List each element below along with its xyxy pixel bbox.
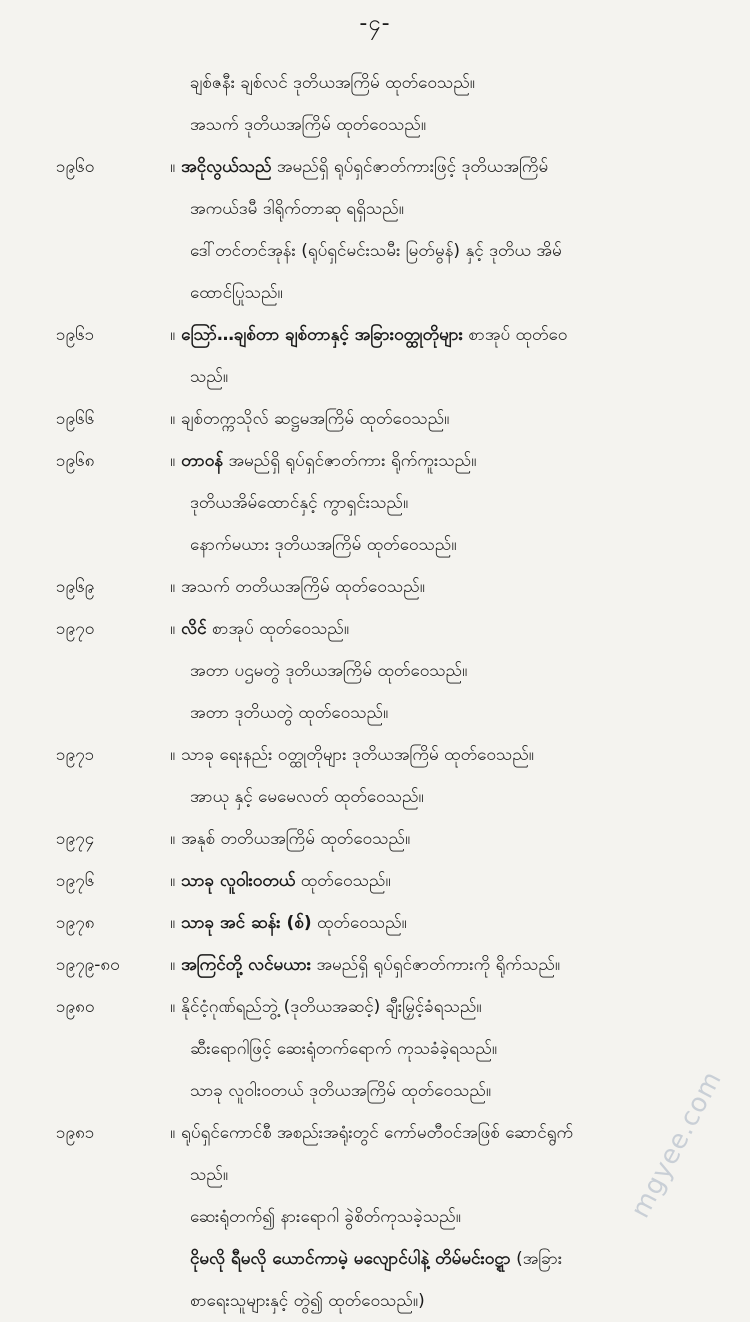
entry-year: ၁၉၈၁ (56, 1123, 95, 1143)
chronology-entry (0, 146, 750, 314)
entry-year: ၁၉၇၄ (56, 829, 95, 849)
section-mark: ။ (170, 955, 176, 975)
line-text: အတာ ဒုတိယတွဲ ထုတ်ဝေသည်။ (190, 703, 389, 723)
entry-line (170, 818, 730, 860)
section-mark: ။ (170, 913, 176, 933)
line-text: အမည်ရှိ ရုပ်ရှင်ဇာတ်ကားကို ရိုက်သည်။ (311, 955, 561, 975)
line-text: နိုင်ငံ့ဂုဏ်ရည်ဘွဲ့ (ဒုတိယအဆင့်) ချီးမြှင့်ခံရသည်။ (181, 997, 482, 1017)
entry-line (170, 566, 730, 608)
chronology-entry (0, 314, 750, 398)
entry-year: ၁၉၇၈ (56, 913, 95, 933)
section-mark: ။ (170, 871, 176, 891)
line-text: အမည်ရှိ ရုပ်ရှင်ဇာတ်ကား ရိုက်ကူးသည်။ (223, 451, 477, 471)
section-mark: ။ (170, 157, 176, 177)
entry-line (170, 146, 730, 188)
chronology-entry (0, 986, 750, 1112)
section-mark: ။ (170, 409, 176, 429)
line-text: ဒေါ်တင်တင်အုန်း (ရုပ်ရှင်မင်းသမီး မြတ်မွန်) နှင့် ဒုတိယ အိမ် (190, 241, 562, 261)
section-mark: ။ (170, 325, 176, 345)
chronology-entry (0, 734, 750, 818)
chronology-entry (0, 566, 750, 608)
chronology-entry (0, 902, 750, 944)
entry-line (190, 272, 730, 314)
chronology-entry (0, 1112, 750, 1322)
entry-year: ၁၉၇၁ (56, 745, 95, 765)
entry-line (170, 902, 730, 944)
section-mark: ။ (170, 451, 176, 471)
line-text: သည်။ (190, 367, 229, 387)
bold-title: တာဝန် (181, 451, 224, 471)
bold-title: သာခု လူဝါးဝတယ် (181, 871, 296, 891)
chronology-entry (0, 62, 750, 146)
line-text: သာခု လူဝါးဝတယ် ဒုတိယအကြိမ် ထုတ်ဝေသည်။ (190, 1081, 492, 1101)
section-mark: ။ (170, 829, 176, 849)
entry-line (190, 482, 730, 524)
line-text: ဒုတိယအိမ်ထောင်နှင့် ကွာရှင်းသည်။ (190, 493, 409, 513)
chronology-entry (0, 398, 750, 440)
page-number: -၄- (359, 11, 391, 36)
section-mark: ။ (170, 1123, 176, 1143)
entry-line (190, 104, 730, 146)
line-text: အကယ်ဒမီ ဒါရိုက်တာဆု ရရှိသည်။ (190, 199, 404, 219)
entry-year: ၁၉၆၁ (56, 325, 95, 345)
line-text: ထုတ်ဝေသည်။ (295, 871, 391, 891)
line-text: ချစ်တက္ကသိုလ် ဆဋ္ဌမအကြိမ် ထုတ်ဝေသည်။ (181, 409, 450, 429)
line-text: အာယု နှင့် မေမေလတ် ထုတ်ဝေသည်။ (190, 787, 424, 807)
bold-title: သာခု အင် ဆန်း (စ်) (181, 913, 312, 933)
entry-line (190, 524, 730, 566)
line-text: စာအုပ် ထုတ်ဝေ (462, 325, 568, 345)
entry-line (170, 314, 730, 356)
section-mark: ။ (170, 577, 176, 597)
entry-line (190, 1070, 730, 1112)
entry-line (170, 440, 730, 482)
bold-title: လိင် (181, 619, 207, 639)
entry-line (190, 692, 730, 734)
section-mark: ။ (170, 745, 176, 765)
entry-line (190, 188, 730, 230)
line-text: အသက် ဒုတိယအကြိမ် ထုတ်ဝေသည်။ (190, 115, 426, 135)
entry-year: ၁၉၇၀ (56, 619, 95, 639)
bold-title: အငိုလွယ်သည် (181, 157, 272, 177)
chronology-entry (0, 860, 750, 902)
line-text: (အခြား (510, 1249, 563, 1269)
entry-year: ၁၉၈၀ (56, 997, 95, 1017)
chronology-list (0, 62, 750, 1322)
chronology-entry (0, 818, 750, 860)
line-text: ထောင်ပြုသည်။ (190, 283, 283, 303)
line-text: ရုပ်ရှင်ကောင်စီ အစည်းအရုံးတွင် ကော်မတီဝင်အဖြစ် ဆောင်ရွက် (181, 1123, 574, 1143)
entry-year: ၁၉၇၆ (56, 871, 95, 891)
line-text: နောက်မယား ဒုတိယအကြိမ် ထုတ်ဝေသည်။ (190, 535, 457, 555)
bold-title: အကြင်တို့ လင်မယား (181, 955, 312, 975)
entry-year: ၁၉၆၆ (56, 409, 95, 429)
line-text: အတာ ပဌမတွဲ ဒုတိယအကြိမ် ထုတ်ဝေသည်။ (190, 661, 468, 681)
entry-line (170, 860, 730, 902)
line-text: သည်။ (190, 1165, 229, 1185)
entry-year: ၁၉၆၉ (56, 577, 95, 597)
line-text: အနုစ် တတိယအကြိမ် ထုတ်ဝေသည်။ (181, 829, 411, 849)
entry-year: ၁၉၆၈ (56, 451, 95, 471)
entry-line (190, 356, 730, 398)
line-text: အမည်ရှိ ရုပ်ရှင်ဇာတ်ကားဖြင့် ဒုတိယအကြိမ် (271, 157, 549, 177)
entry-line (170, 734, 730, 776)
entry-line (170, 608, 730, 650)
entry-line (170, 944, 740, 986)
section-mark: ။ (170, 997, 176, 1017)
entry-line (190, 776, 730, 818)
entry-line (170, 1112, 730, 1154)
watermark: mgyee.com (625, 1065, 728, 1224)
entry-line (190, 1280, 730, 1322)
section-mark: ။ (170, 619, 176, 639)
line-text: အသက် တတိယအကြိမ် ထုတ်ဝေသည်။ (181, 577, 425, 597)
entry-year: ၁၉၆၀ (56, 157, 95, 177)
line-text: သာခု ရေးနည်း ဝတ္ထုတိုများ ဒုတိယအကြိမ် ထုတ်ဝေသည်။ (181, 745, 534, 765)
line-text: စာရေးသူများနှင့် တွဲ၍ ထုတ်ဝေသည်။) (190, 1291, 425, 1311)
line-text: ဆီးရောဂါဖြင့် ဆေးရုံတက်ရောက် ကုသခံခဲ့ရသည်။ (190, 1039, 498, 1059)
entry-line (190, 1238, 730, 1280)
entry-year: ၁၉၇၉-၈၀ (56, 955, 120, 975)
line-text: စာအုပ် ထုတ်ဝေသည်။ (206, 619, 349, 639)
entry-line (170, 398, 730, 440)
chronology-entry (0, 440, 750, 566)
line-text: ချစ်ဇနီး ချစ်လင် ဒုတိယအကြိမ် ထုတ်ဝေသည်။ (190, 73, 475, 93)
entry-line (190, 230, 730, 272)
line-text: ဆေးရုံတက်၍ နားရောဂါ ခွဲစိတ်ကုသခဲ့သည်။ (190, 1207, 461, 1227)
entry-line (190, 62, 730, 104)
chronology-entry (0, 608, 750, 734)
line-text: ထုတ်ဝေသည်။ (311, 913, 407, 933)
bold-title: သြော်…ချစ်တာ ချစ်တာနှင့် အခြားဝတ္ထုတိုများ (181, 325, 463, 345)
entry-line (190, 650, 730, 692)
entry-line (170, 986, 730, 1028)
entry-line (190, 1028, 730, 1070)
chronology-entry (0, 944, 750, 986)
bold-title: ငိုမလို ရီမလို ယောင်ကာမဲ့ မလျောင်ပါနဲ့ တိမ်မင်းဝဋ္ဋာ (190, 1249, 511, 1269)
